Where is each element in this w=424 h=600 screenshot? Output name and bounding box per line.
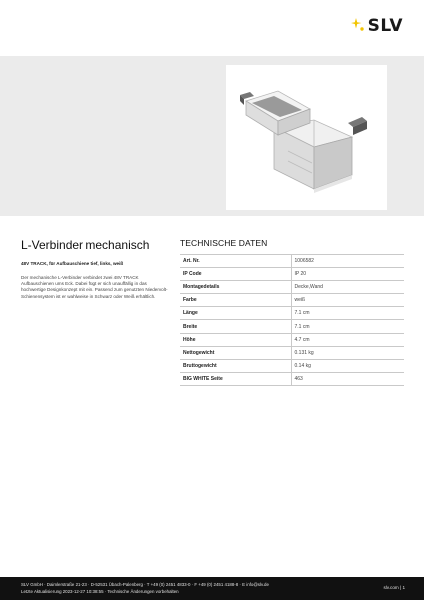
table-row <box>180 320 404 333</box>
spec-value: 463 <box>291 372 404 385</box>
spec-label: Art. Nr. <box>180 255 291 268</box>
spec-value: 4.7 cm <box>291 333 404 346</box>
spec-label: IP Code <box>180 268 291 281</box>
hero-banner <box>0 56 424 216</box>
product-subtitle: 48V TRACK, für Aufbauschiene tief, links, weiß <box>21 261 124 266</box>
spec-label: Länge <box>180 307 291 320</box>
spec-value: 1006582 <box>291 255 404 268</box>
product-image <box>226 65 387 210</box>
table-row <box>180 346 404 359</box>
spec-value: 7.1 cm <box>291 307 404 320</box>
table-row <box>180 372 404 385</box>
product-description: Der mechanische L-Verbinder verbindet zwei 48V TRACK Aufbauschienen ums Eck. Dabei fügt er sich unauffällig in das hochwertige Designkonzept mit ein. Passend zum genutzten Niedervolt-Schienensystem ist er wahlweise in Schwarz oder Weiß erhältlich. <box>21 275 168 299</box>
spec-label: Breite <box>180 320 291 333</box>
star-icon <box>351 18 365 34</box>
technical-table <box>180 254 404 386</box>
spec-value: 0.131 kg <box>291 346 404 359</box>
page-footer <box>0 577 424 600</box>
page-number: slv.com | 1 <box>383 585 405 590</box>
spec-label: Höhe <box>180 333 291 346</box>
table-row <box>180 268 404 281</box>
spec-value: IP 20 <box>291 268 404 281</box>
brand-logo <box>351 16 403 36</box>
spec-value: 7.1 cm <box>291 320 404 333</box>
technical-data <box>180 238 404 382</box>
spec-label: Montagedetails <box>180 281 291 294</box>
l-connector-image <box>226 65 387 210</box>
spec-label: Farbe <box>180 294 291 307</box>
product-title: L-Verbinder mechanisch <box>21 238 150 252</box>
table-row <box>180 359 404 372</box>
brand-name: SLV <box>367 16 403 36</box>
spec-value: 0.14 kg <box>291 359 404 372</box>
spec-value: Decke,Wand <box>291 281 404 294</box>
table-row <box>180 307 404 320</box>
company-contact: SLV GmbH · Daimlerstraße 21-23 · D-52531 Übach-Palenberg · T +49 (0) 2451 4833-0 · F +49 (0) 2451 4188-8 · E info@slv.de <box>21 582 269 587</box>
spec-value: weiß <box>291 294 404 307</box>
spec-label: Bruttogewicht <box>180 359 291 372</box>
table-row <box>180 333 404 346</box>
table-row <box>180 294 404 307</box>
last-updated: Letzte Aktualisierung 2023-12-27 10:38:55 · Technische Änderungen vorbehalten <box>21 589 179 594</box>
table-row <box>180 281 404 294</box>
product-info <box>21 238 171 300</box>
table-row <box>180 255 404 268</box>
technical-heading: TECHNISCHE DATEN <box>180 238 268 248</box>
spec-label: BIG WHITE Seite <box>180 372 291 385</box>
spec-label: Nettogewicht <box>180 346 291 359</box>
